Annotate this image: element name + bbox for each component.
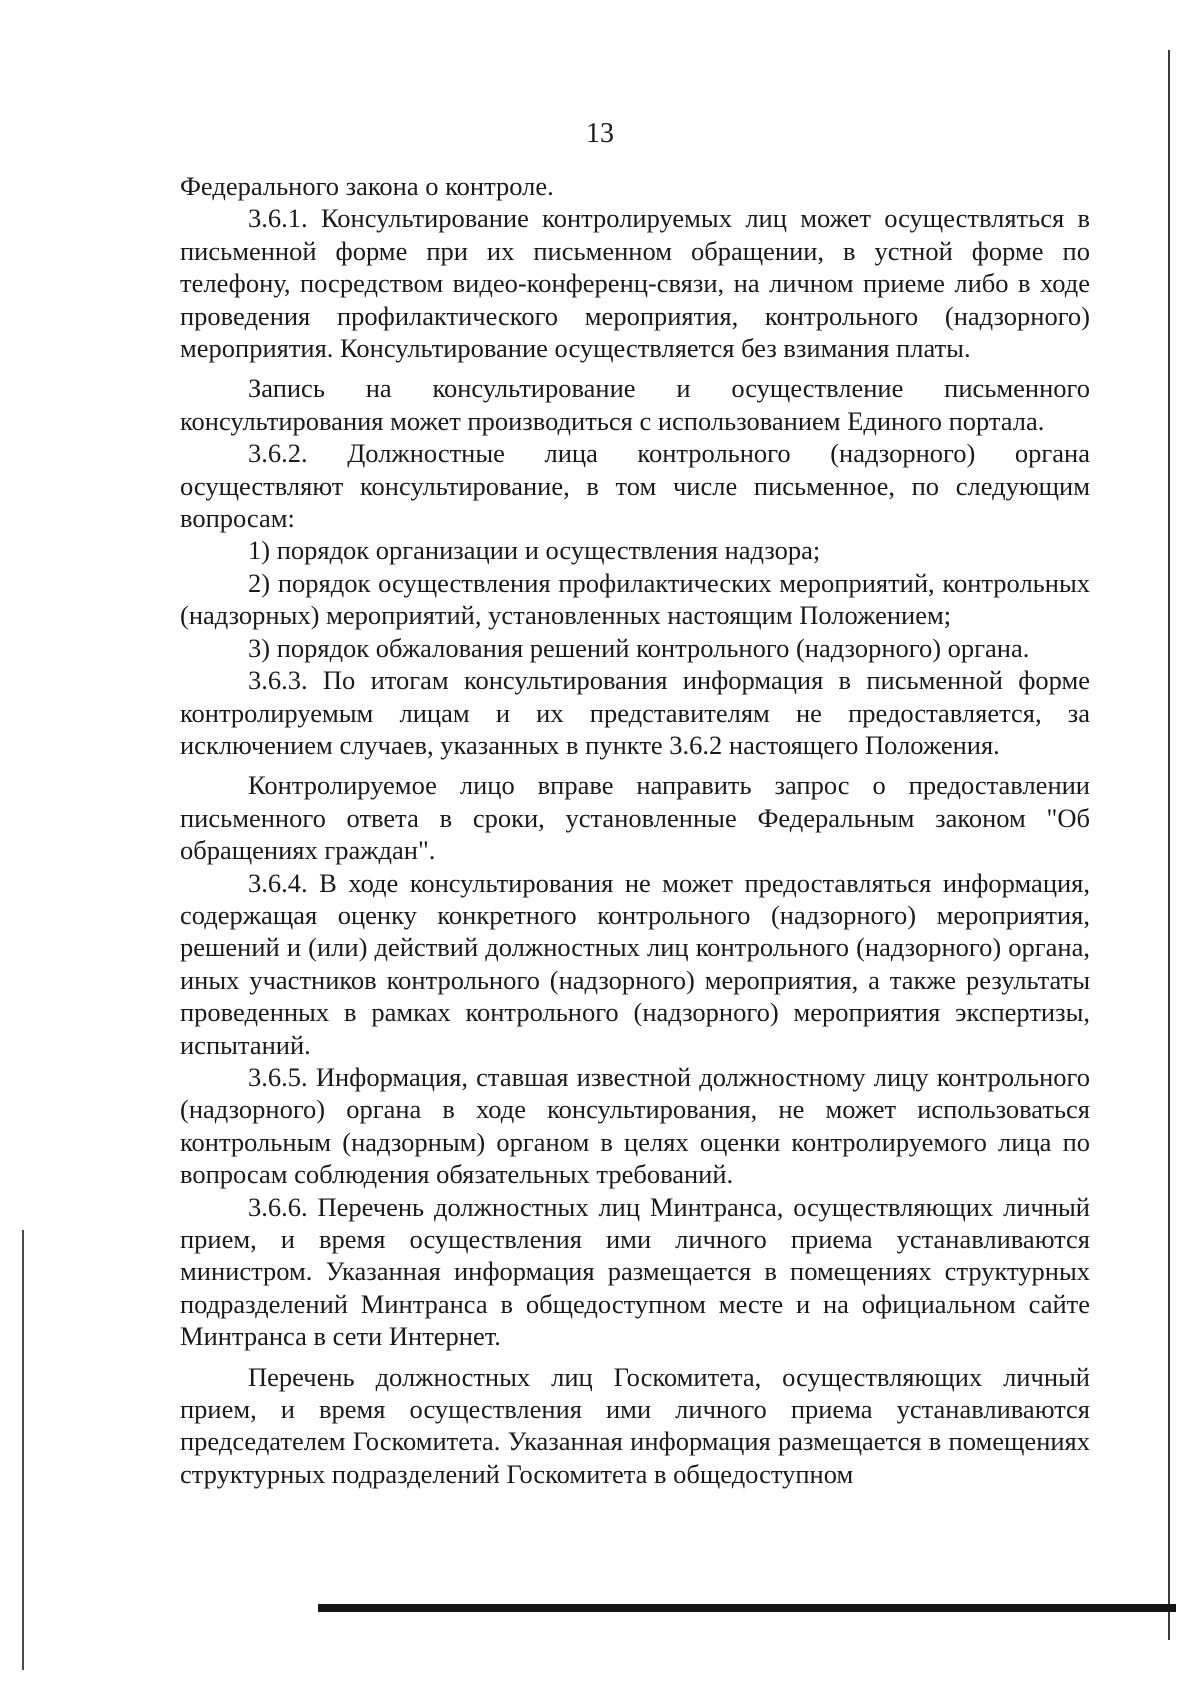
paragraph-3-6-5: 3.6.5. Информация, ставшая известной должностному лицу контрольного (надзорного) органа в ходе консультирования, не может использоваться контрольным (надзорным) органом в целях оценки контролируемого лица по вопросам соблюдения обязательных требований.	[180, 1061, 1090, 1190]
list-item-2: 2) порядок осуществления профилактических мероприятий, контрольных (надзорных) мероприятий, установленных настоящим Положением;	[180, 567, 1090, 631]
paragraph-3-6-4: 3.6.4. В ходе консультирования не может предоставляться информация, содержащая оценку конкретного контрольного (надзорного) мероприятия, решений и (или) действий должностных лиц контрольного (надзорного) органа, иных участников контрольного (надзорного) мероприятия, а также результаты проведенных в рамках контрольного (надзорного) мероприятия экспертизы, испытаний.	[180, 867, 1090, 1060]
paragraph-continuation: Федерального закона о контроле.	[180, 171, 554, 201]
paragraph-registration: Запись на консультирование и осуществление письменного консультирования может производиться с использованием Единого портала.	[180, 373, 1090, 436]
list-item-3: 3) порядок обжалования решений контрольного (надзорного) органа.	[248, 632, 1030, 663]
scan-edge-right	[1168, 50, 1170, 1640]
list-item-1: 1) порядок организации и осуществления надзора;	[248, 535, 821, 566]
paragraph-3-6-6: 3.6.6. Перечень должностных лиц Минтранса, осуществляющих личный прием, и время осуществления ими личного приема устанавливаются министром. Указанная информация размещается в помещениях структурных подразделений Минтранса в общедоступном месте и на официальном сайте Минтранса в сети Интернет.	[180, 1191, 1090, 1352]
paragraph-3-6-1: 3.6.1. Консультирование контролируемых лиц может осуществляться в письменной форме при их письменном обращении, в устной форме по телефону, посредством видео-конференц-связи, на личном приеме либо в ходе проведения профилактического мероприятия, контрольного (надзорного) мероприятия. Консультирование осуществляется без взимания платы.	[180, 203, 1090, 364]
page-number: 13	[586, 118, 614, 149]
paragraph-3-6-3: 3.6.3. По итогам консультирования информация в письменной форме контролируемым лицам и их представителям не предоставляется, за исключением случаев, указанных в пункте 3.6.2 настоящего Положения.	[180, 665, 1090, 760]
document-body	[180, 170, 1090, 1490]
paragraph-goskomitet: Перечень должностных лиц Госкомитета, осуществляющих личный прием, и время осуществления ими личного приема устанавливаются председателем Госкомитета. Указанная информация размещается в помещениях структурных подразделений Госкомитета в общедоступном	[180, 1361, 1090, 1489]
scan-bottom-bar	[318, 1604, 1176, 1612]
scan-edge-left	[22, 1230, 24, 1670]
paragraph-written-request: Контролируемое лицо вправе направить запрос о предоставлении письменного ответа в сроки, установленные Федеральным законом "Об обращениях граждан".	[180, 770, 1090, 866]
paragraph-3-6-2: 3.6.2. Должностные лица контрольного (надзорного) органа осуществляют консультирование, в том числе письменное, по следующим вопросам:	[180, 438, 1090, 534]
